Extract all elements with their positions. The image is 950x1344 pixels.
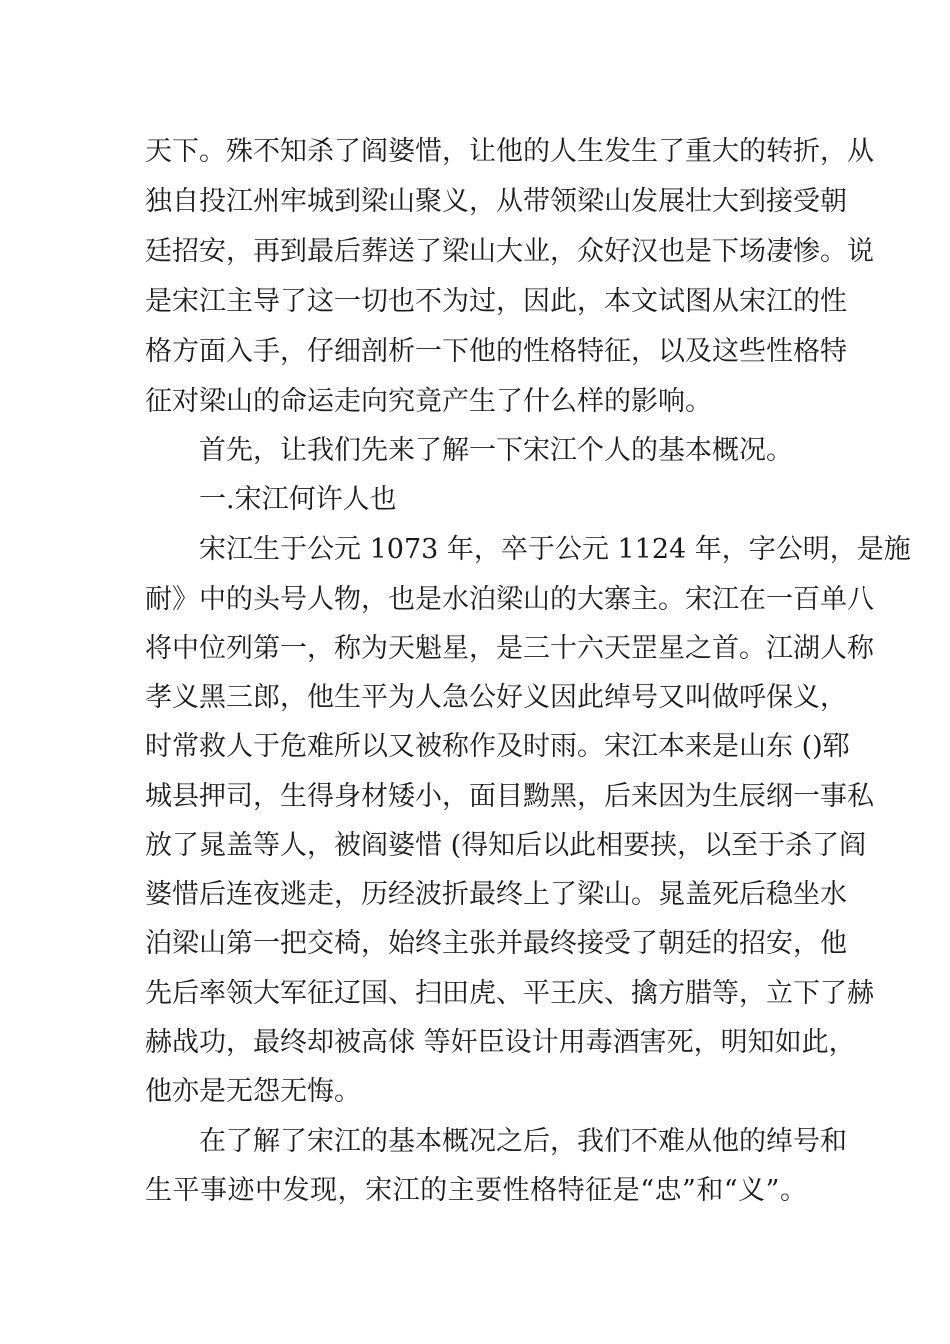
- text-line: 首先，让我们先来了解一下宋江个人的基本概况。: [199, 435, 793, 466]
- text-line: 城县押司，生得身材矮小，面目黝黑，后来因为生辰纲一事私: [145, 781, 874, 812]
- section-heading: 一.宋江何许人也: [199, 484, 397, 515]
- text-line: 廷招安，再到最后葬送了梁山大业，众好汉也是下场凄惨。说: [145, 236, 874, 267]
- text-line: 独自投江州牢城到梁山聚义，从带领梁山发展壮大到接受朝: [145, 186, 847, 217]
- text-line: 在了解了宋江的基本概况之后，我们不难从他的绰号和: [199, 1126, 847, 1157]
- text-line: 生平事迹中发现，宋江的主要性格特征是“忠”和“义”。: [145, 1175, 807, 1206]
- text-line: 赫战功，最终却被高俅 等奸臣设计用毒酒害死，明知如此，: [145, 1027, 856, 1058]
- text-line: 泊梁山第一把交椅，始终主张并最终接受了朝廷的招安，他: [145, 928, 847, 959]
- text-line: 放了晁盖等人，被阎婆惜 (得知后以此相要挟，以至于杀了阎: [145, 830, 867, 861]
- text-line: 耐》中的头号人物，也是水泊梁山的大寨主。宋江在一百单八: [145, 584, 874, 615]
- text-line: 先后率领大军征辽国、扫田虎、平王庆、擒方腊等，立下了赫: [145, 978, 874, 1009]
- text-line: 将中位列第一，称为天魁星，是三十六天罡星之首。江湖人称: [145, 633, 874, 664]
- text-line: 是宋江主导了这一切也不为过，因此，本文试图从宋江的性: [145, 286, 847, 317]
- text-line: 征对梁山的命运走向究竟产生了什么样的影响。: [145, 386, 712, 417]
- text-line: 格方面入手，仔细剖析一下他的性格特征，以及这些性格特: [145, 336, 847, 367]
- text-line: 天下。殊不知杀了阎婆惜，让他的人生发生了重大的转折，从: [145, 136, 874, 167]
- text-line: 婆惜后连夜逃走，历经波折最终上了梁山。晁盖死后稳坐水: [145, 879, 847, 910]
- text-line: 时常救人于危难所以又被称作及时雨。宋江本来是山东 ()郓: [145, 731, 850, 762]
- text-line: 宋江生于公元 1073 年，卒于公元 1124 年，字公明，是施: [199, 534, 911, 565]
- text-line: 他亦是无怨无悔。: [145, 1076, 361, 1107]
- text-line: 孝义黑三郎，他生平为人急公好义因此绰号又叫做呼保义，: [145, 682, 847, 713]
